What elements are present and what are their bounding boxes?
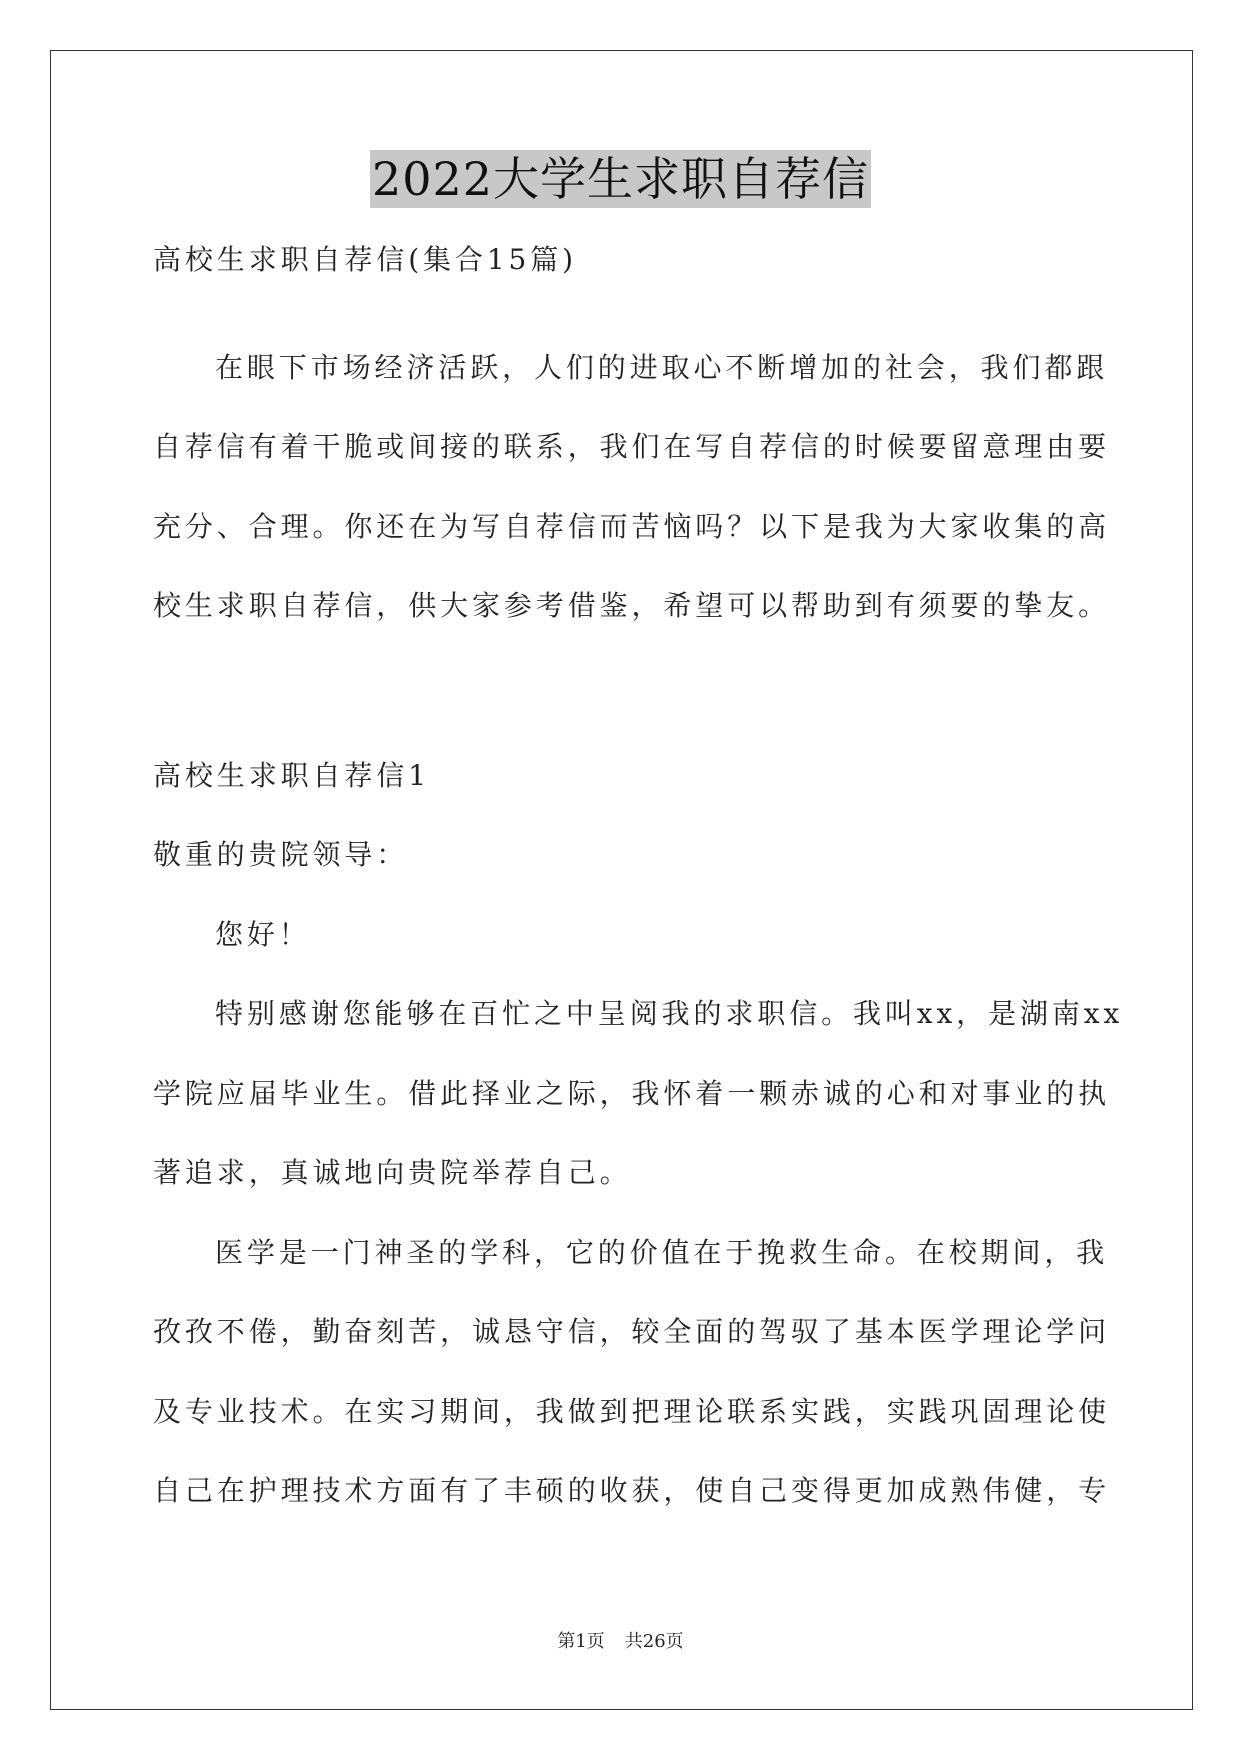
- intro-line-3: 充分、合理。你还在为写自荐信而苦恼吗？以下是我为大家收集的高: [153, 510, 1111, 543]
- page-footer: [0, 1630, 1241, 1654]
- paragraph1-line-1: 特别感谢您能够在百忙之中呈阅我的求职信。我叫xx，是湖南xx: [215, 997, 1124, 1030]
- intro-line-4: 校生求职自荐信，供大家参考借鉴，希望可以帮助到有须要的挚友。: [153, 589, 1111, 622]
- paragraph2-line-4: 自己在护理技术方面有了丰硕的收获，使自己变得更加成熟伟健，专: [153, 1474, 1111, 1507]
- paragraph1-line-3: 著追求，真诚地向贵院举荐自己。: [153, 1156, 632, 1189]
- intro-line-2: 自荐信有着干脆或间接的联系，我们在写自荐信的时候要留意理由要: [153, 430, 1111, 463]
- document-subtitle: 高校生求职自荐信(集合15篇): [153, 243, 577, 276]
- title-container: [0, 150, 1241, 208]
- page-current: 第1页: [557, 1631, 605, 1652]
- page-total: 共26页: [624, 1631, 684, 1652]
- intro-line-1: 在眼下市场经济活跃，人们的进取心不断增加的社会，我们都跟: [215, 351, 1109, 384]
- page-border: [50, 50, 1193, 1710]
- paragraph2-line-3: 及专业技术。在实习期间，我做到把理论联系实践，实践巩固理论使: [153, 1395, 1111, 1428]
- document-title: 2022大学生求职自荐信: [371, 152, 870, 206]
- section-heading: 高校生求职自荐信1: [153, 759, 430, 792]
- paragraph2-line-1: 医学是一门神圣的学科，它的价值在于挽救生命。在校期间，我: [215, 1236, 1109, 1269]
- salutation: 敬重的贵院领导：: [153, 838, 409, 871]
- greeting: 您好！: [215, 918, 311, 951]
- paragraph1-line-2: 学院应届毕业生。借此择业之际，我怀着一颗赤诚的心和对事业的执: [153, 1077, 1111, 1110]
- paragraph2-line-2: 孜孜不倦，勤奋刻苦，诚恳守信，较全面的驾驭了基本医学理论学问: [153, 1315, 1111, 1348]
